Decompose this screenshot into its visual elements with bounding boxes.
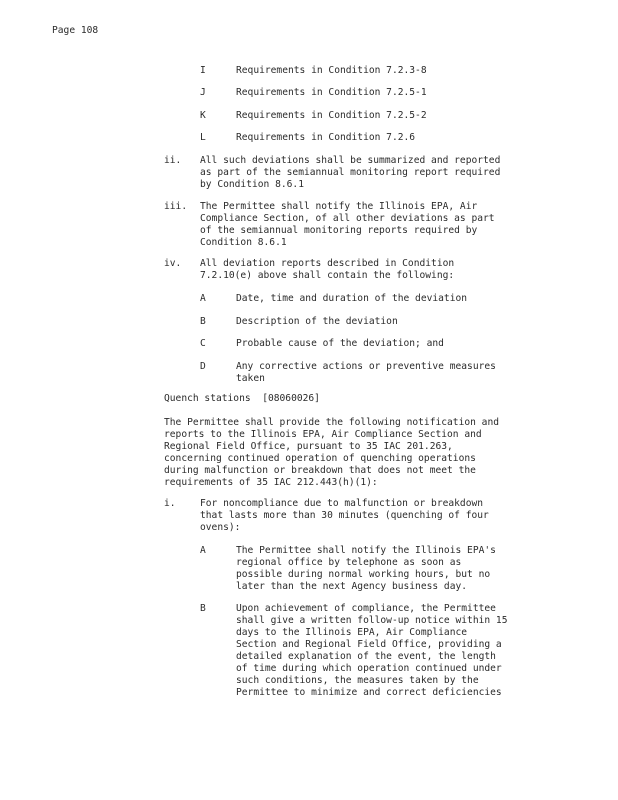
item-text-line: that lasts more than 30 minutes (quenching of four bbox=[200, 510, 489, 521]
list-marker: B bbox=[200, 316, 206, 327]
item-text-line: Condition 8.6.1 bbox=[200, 237, 287, 248]
list-marker: L bbox=[200, 132, 206, 143]
item-text-line: All deviation reports described in Condition bbox=[200, 258, 455, 269]
list-marker: I bbox=[200, 65, 206, 76]
list-item-text: Requirements in Condition 7.2.6 bbox=[236, 132, 416, 143]
item-text-line: by Condition 8.6.1 bbox=[200, 179, 304, 190]
item-marker: i. bbox=[164, 498, 176, 509]
list-marker: K bbox=[200, 110, 206, 121]
list-item-text: such conditions, the measures taken by the bbox=[236, 675, 479, 686]
list-item-text: Date, time and duration of the deviation bbox=[236, 293, 468, 304]
list-item-text: Probable cause of the deviation; and bbox=[236, 338, 444, 349]
item-text-line: The Permittee shall notify the Illinois EPA, Air bbox=[200, 201, 478, 212]
list-item-text: Permittee to minimize and correct deficiencies bbox=[236, 687, 502, 698]
list-item-text: Requirements in Condition 7.2.5-2 bbox=[236, 110, 427, 121]
item-text-line: of the semiannual monitoring reports required by bbox=[200, 225, 478, 236]
list-marker: D bbox=[200, 361, 206, 372]
section-heading: Quench stations [08060026] bbox=[164, 393, 320, 404]
item-text-line: 7.2.10(e) above shall contain the following: bbox=[200, 270, 455, 281]
paragraph-line: requirements of 35 IAC 212.443(h)(1): bbox=[164, 477, 378, 488]
list-item-text: days to the Illinois EPA, Air Compliance bbox=[236, 627, 468, 638]
list-item-text: Requirements in Condition 7.2.5-1 bbox=[236, 87, 427, 98]
paragraph-line: concerning continued operation of quenching operations bbox=[164, 453, 476, 464]
list-item-text: The Permittee shall notify the Illinois EPA's bbox=[236, 545, 496, 556]
paragraph-line: The Permittee shall provide the following notification and bbox=[164, 417, 500, 428]
page-number: Page 108 bbox=[52, 25, 99, 36]
list-item-text: Any corrective actions or preventive measures bbox=[236, 361, 496, 372]
item-text-line: as part of the semiannual monitoring report required bbox=[200, 167, 501, 178]
list-item-text: later than the next Agency business day. bbox=[236, 581, 468, 592]
paragraph-line: during malfunction or breakdown that does not meet the bbox=[164, 465, 476, 476]
list-item-text: possible during normal working hours, but no bbox=[236, 569, 491, 580]
list-marker: C bbox=[200, 338, 206, 349]
paragraph-line: Regional Field Office, pursuant to 35 IAC 201.263, bbox=[164, 441, 453, 452]
item-marker: iii. bbox=[164, 201, 188, 212]
list-item-text: Requirements in Condition 7.2.3-8 bbox=[236, 65, 427, 76]
item-text-line: For noncompliance due to malfunction or breakdown bbox=[200, 498, 484, 509]
list-marker: A bbox=[200, 545, 206, 556]
list-item-text: Description of the deviation bbox=[236, 316, 398, 327]
item-text-line: ovens): bbox=[200, 522, 241, 533]
list-item-text: of time during which operation continued under bbox=[236, 663, 502, 674]
item-marker: iv. bbox=[164, 258, 182, 269]
list-item-text: Upon achievement of compliance, the Permittee bbox=[236, 603, 496, 614]
list-item-text: detailed explanation of the event, the length bbox=[236, 651, 496, 662]
item-marker: ii. bbox=[164, 155, 182, 166]
paragraph-line: reports to the Illinois EPA, Air Compliance Section and bbox=[164, 429, 482, 440]
item-text-line: All such deviations shall be summarized and reported bbox=[200, 155, 501, 166]
list-item-text: taken bbox=[236, 373, 265, 384]
list-marker: A bbox=[200, 293, 206, 304]
list-item-text: Section and Regional Field Office, providing a bbox=[236, 639, 502, 650]
list-marker: J bbox=[200, 87, 206, 98]
item-text-line: Compliance Section, of all other deviations as part bbox=[200, 213, 495, 224]
list-marker: B bbox=[200, 603, 206, 614]
list-item-text: shall give a written follow-up notice within 15 bbox=[236, 615, 508, 626]
list-item-text: regional office by telephone as soon as bbox=[236, 557, 462, 568]
